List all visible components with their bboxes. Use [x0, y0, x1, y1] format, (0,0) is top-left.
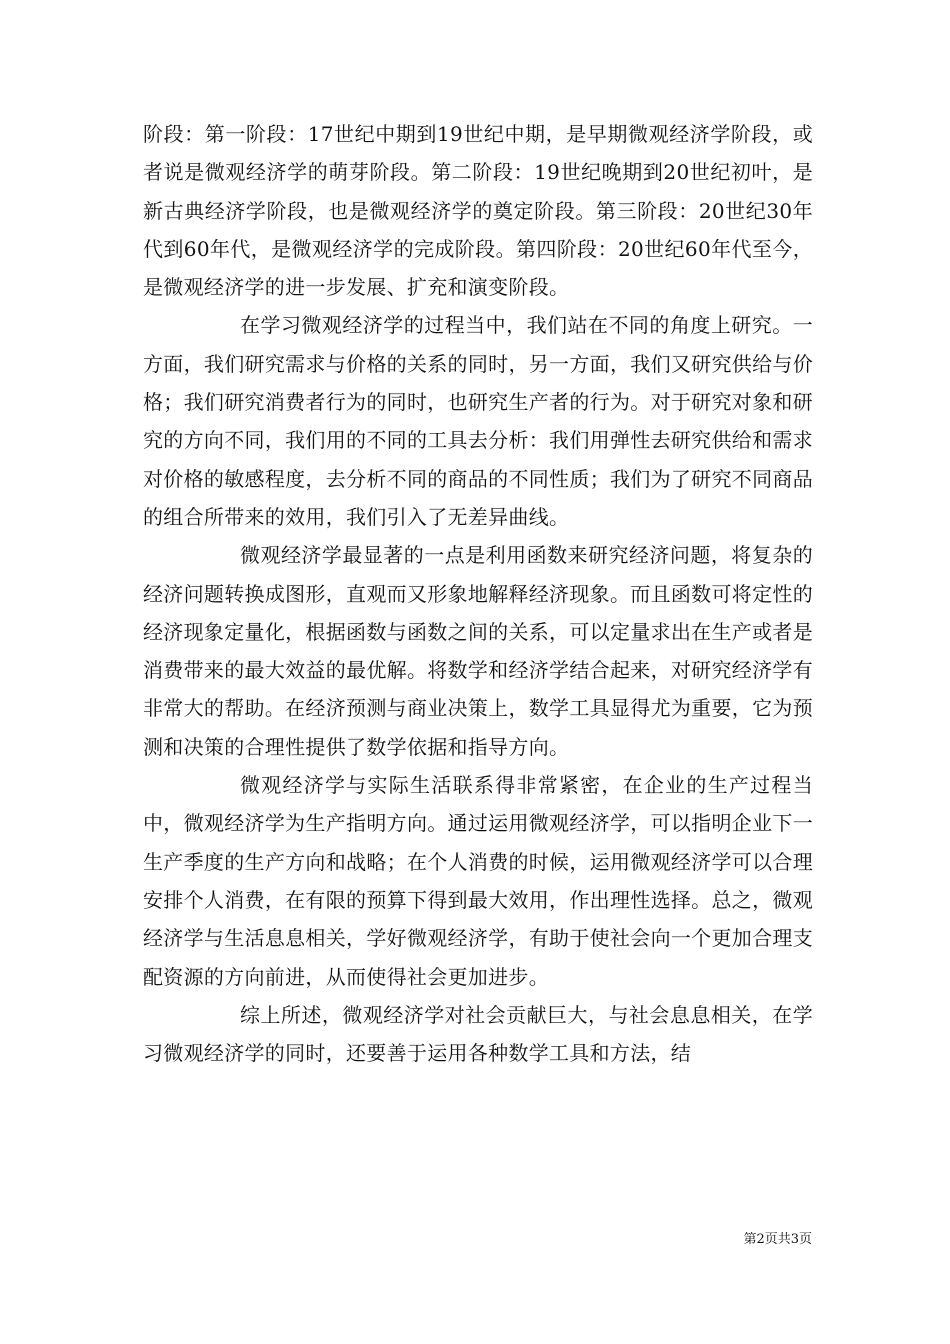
paragraph-5: 综上所述，微观经济学对社会贡献巨大，与社会息息相关，在学习微观经济学的同时，还要善于运用各种数学工具和方法，结: [143, 1002, 813, 1066]
paragraph-2: 在学习微观经济学的过程当中，我们站在不同的角度上研究。一方面，我们研究需求与价格的关系的同时，另一方面，我们又研究供给与价格；我们研究消费者行为的同时，也研究生产者的行为。对于研究对象和研究的方向不同，我们用的不同的工具去分析：我们用弹性去研究供给和需求对价格的敏感程度，去分析不同的商品的不同性质；我们为了研究不同商品的组合所带来的效用，我们引入了无差异曲线。: [143, 313, 813, 529]
paragraph-1: 阶段：第一阶段：17世纪中期到19世纪中期，是早期微观经济学阶段，或者说是微观经济学的萌芽阶段。第二阶段：19世纪晚期到20世纪初叶，是新古典经济学阶段，也是微观经济学的奠定阶段。第三阶段：20世纪30年代到60年代，是微观经济学的完成阶段。第四阶段：20世纪60年代至今，是微观经济学的进一步发展、扩充和演变阶段。: [143, 122, 813, 300]
paragraph-4: 微观经济学与实际生活联系得非常紧密，在企业的生产过程当中，微观经济学为生产指明方向。通过运用微观经济学，可以指明企业下一生产季度的生产方向和战略；在个人消费的时候，运用微观经济学可以合理安排个人消费，在有限的预算下得到最大效用，作出理性选择。总之，微观经济学与生活息息相关，学好微观经济学，有助于使社会向一个更加合理支配资源的方向前进，从而使得社会更加进步。: [143, 773, 813, 989]
paragraph-3: 微观经济学最显著的一点是利用函数来研究经济问题，将复杂的经济问题转换成图形，直观而又形象地解释经济现象。而且函数可将定性的经济现象定量化，根据函数与函数之间的关系，可以定量求出在生产或者是消费带来的最大效益的最优解。将数学和经济学结合起来，对研究经济学有非常大的帮助。在经济预测与商业决策上，数学工具显得尤为重要，它为预测和决策的合理性提供了数学依据和指导方向。: [143, 543, 813, 759]
document-body: [143, 115, 813, 1072]
page-number-footer: 第2页共3页: [743, 1232, 812, 1247]
